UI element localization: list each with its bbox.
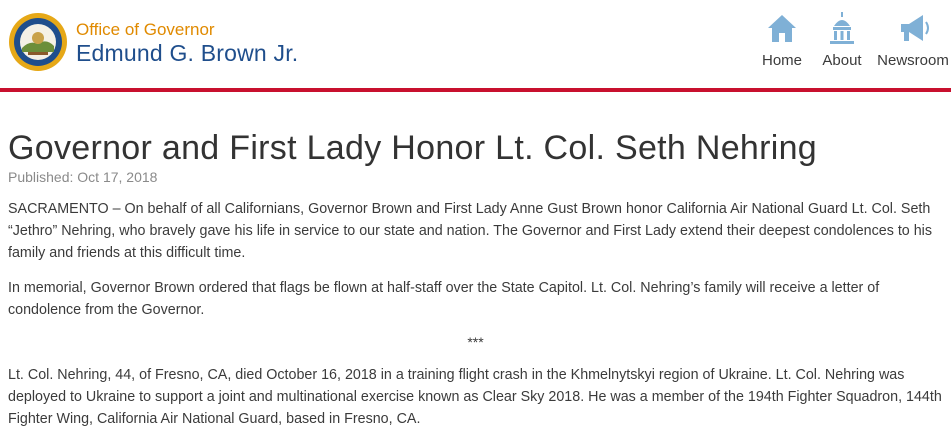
published-date: Published: Oct 17, 2018	[8, 169, 158, 185]
article-paragraph: Lt. Col. Nehring, 44, of Fresno, CA, died October 16, 2018 in a training flight crash in the Khmelnytskyi region of Ukraine. Lt. Col. Nehring was deployed to Ukraine to support a joint and multinational exercise known as Clear Sky 2018. He was a member of the 194th Fighter Squadron, 144th Fighter Wing, California Air National Guard, based in Fresno, CA.	[8, 367, 942, 427]
header-divider	[0, 88, 951, 92]
nav-about[interactable]	[819, 10, 865, 69]
nav-about-label: About	[822, 52, 862, 69]
article-paragraph: SACRAMENTO – On behalf of all Californians, Governor Brown and First Lady Anne Gust Brown honor California Air National Guard Lt. Col. Seth “Jethro” Nehring, who bravely gave his life in service to our state and nation. The Governor and First Lady extend their deepest condolences to his family and friends at this difficult time.	[8, 201, 932, 261]
page-title: Governor and First Lady Honor Lt. Col. Seth Nehring	[8, 129, 818, 167]
home-icon	[764, 10, 800, 46]
state-seal-logo[interactable]	[8, 12, 68, 72]
nav-home[interactable]	[759, 10, 805, 69]
capitol-icon	[824, 10, 860, 46]
nav-newsroom[interactable]	[875, 10, 951, 69]
governor-name[interactable]: Edmund G. Brown Jr.	[76, 40, 299, 66]
article	[8, 128, 943, 430]
site-header	[0, 0, 951, 88]
office-label: Office of Governor	[76, 20, 215, 39]
section-separator: ***	[467, 334, 484, 350]
nav-home-label: Home	[761, 52, 802, 69]
megaphone-icon	[895, 10, 931, 46]
nav-newsroom-label: Newsroom	[877, 52, 949, 69]
article-paragraph: In memorial, Governor Brown ordered that flags be flown at half-staff over the State Capitol. Lt. Col. Nehring’s family will receive a letter of condolence from the Governor.	[8, 280, 880, 318]
